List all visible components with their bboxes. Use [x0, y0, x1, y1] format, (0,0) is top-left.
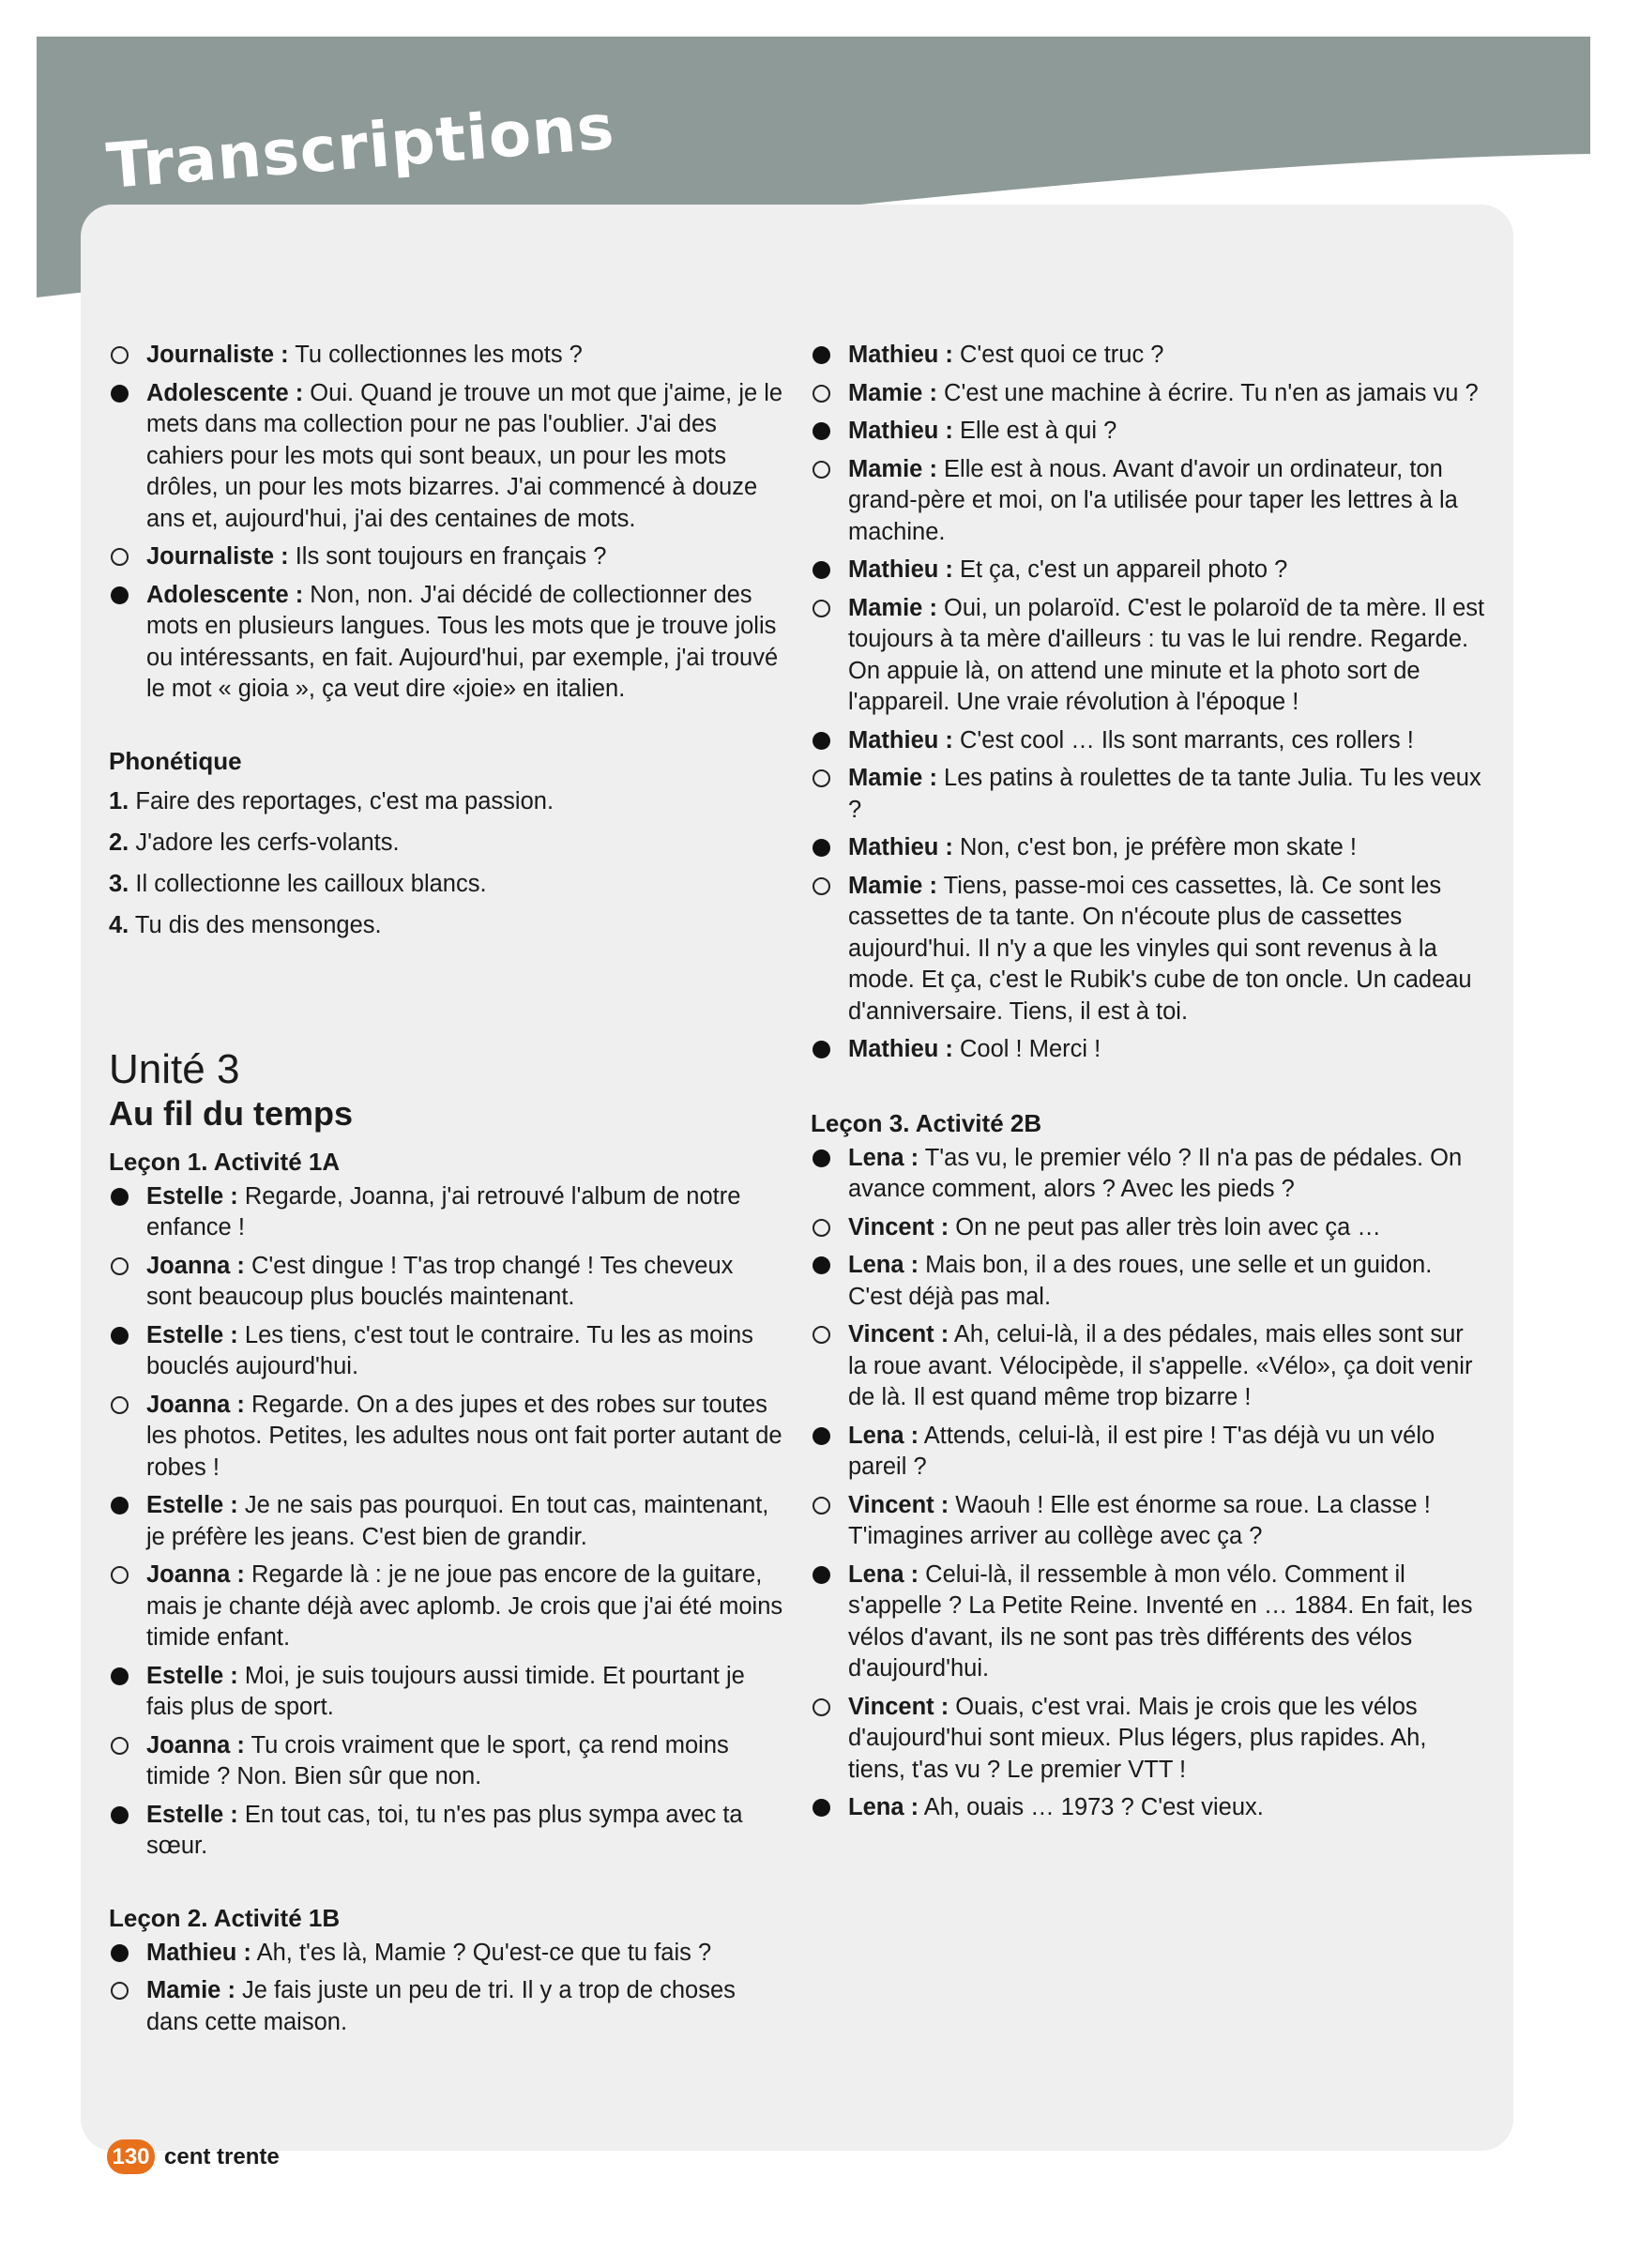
open-bullet-icon [812, 385, 830, 403]
dialogue-line: Mathieu : Elle est à qui ? [811, 416, 1486, 448]
dialogue-line: Joanna : C'est dingue ! T'as trop changé ! Tes cheveux sont beaucoup plus bouclés maintenant. [109, 1251, 784, 1314]
dialogue-line: Estelle : En tout cas, toi, tu n'es pas plus sympa avec ta sœur. [109, 1800, 784, 1863]
left-column [109, 340, 784, 2045]
dialogue-line: Joanna : Regarde. On a des jupes et des robes sur toutes les photos. Petites, les adultes nous ont fait porter autant de robes ! [109, 1390, 784, 1484]
filled-bullet-icon [812, 346, 830, 364]
filled-bullet-icon [812, 561, 830, 579]
dialogue-line: Lena : Mais bon, il a des roues, une selle et un guidon. C'est déjà pas mal. [811, 1250, 1486, 1313]
dialogue-line: Adolescente : Oui. Quand je trouve un mot que j'aime, je le mets dans ma collection pour ne pas l'oublier. J'ai des cahiers pour les mots qui sont beaux, un pour les mots drôles, un pour les mots bizarres. J'ai commencé à douze ans et, aujourd'hui, j'ai des centaines de mots. [109, 378, 784, 536]
unit-subtitle: Au fil du temps [109, 1093, 353, 1133]
phonetique-section [109, 745, 784, 941]
open-bullet-icon [111, 548, 129, 566]
dialogue-line: Lena : Celui-là, il ressemble à mon vélo. Comment il s'appelle ? La Petite Reine. Inventé en … 1884. En fait, les vélos d'avant, ils ne sont pas très différents des vélos d'aujourd'hui. [811, 1560, 1486, 1685]
dialogue-line: Adolescente : Non, non. J'ai décidé de collectionner des mots en plusieurs langues. Tous les mots que je trouve jolis ou intéressants, en fait. Aujourd'hui, par exemple, j'ai trouvé le mot « gioia », ça veut dire «joie» en italien. [109, 580, 784, 706]
filled-bullet-icon [812, 422, 830, 440]
open-bullet-icon [111, 1257, 129, 1275]
dialogue-line: Vincent : Waouh ! Elle est énorme sa roue. La classe ! T'imagines arriver au collège avec ça ? [811, 1490, 1486, 1553]
dialogue-line: Lena : Attends, celui-là, il est pire ! T'as déjà vu un vélo pareil ? [811, 1421, 1486, 1484]
open-bullet-icon [812, 600, 830, 617]
phonetic-item: 1. Faire des reportages, c'est ma passion. [109, 787, 554, 814]
filled-bullet-icon [111, 586, 129, 604]
dialogue-line: Lena : T'as vu, le premier vélo ? Il n'a pas de pédales. On avance comment, alors ? Avec les pieds ? [811, 1143, 1486, 1206]
dialogue-line: Estelle : Regarde, Joanna, j'ai retrouvé l'album de notre enfance ! [109, 1181, 784, 1244]
section-heading: Leçon 2. Activité 1B [109, 1903, 341, 1932]
section-heading: Phonétique [109, 746, 242, 775]
dialogue-line: Mathieu : C'est quoi ce truc ? [811, 340, 1486, 372]
dialogue-line: Mamie : Les patins à roulettes de ta tante Julia. Tu les veux ? [811, 763, 1486, 826]
section-heading: Leçon 1. Activité 1A [109, 1147, 341, 1176]
dialogue-line: Vincent : Ah, celui-là, il a des pédales, mais elles sont sur la roue avant. Vélocipède, il s'appelle. «Vélo», ça doit venir de là. Il est quand même trop bizarre ! [811, 1319, 1486, 1414]
lesson-2-section [109, 1902, 784, 2039]
open-bullet-icon [812, 1219, 830, 1237]
dialogue-line: Mamie : Elle est à nous. Avant d'avoir un ordinateur, ton grand-père et moi, on l'a utilisée pour taper les lettres à la machine. [811, 454, 1486, 549]
page-number-text: cent trente [164, 2143, 280, 2169]
filled-bullet-icon [812, 839, 830, 857]
page-footer [107, 2139, 280, 2174]
filled-bullet-icon [812, 1256, 830, 1274]
page-title: Transcriptions [103, 90, 617, 203]
dialogue-line: Mamie : Je fais juste un peu de tri. Il y a trop de choses dans cette maison. [109, 1975, 784, 2038]
page-number-badge: 130 [107, 2139, 155, 2174]
dialogue-line: Journaliste : Ils sont toujours en français ? [109, 541, 784, 573]
filled-bullet-icon [111, 1806, 129, 1824]
right-column [811, 340, 1486, 1831]
dialogue-line: Estelle : Je ne sais pas pourquoi. En tout cas, maintenant, je préfère les jeans. C'est bien de grandir. [109, 1490, 784, 1553]
lesson-3-section [811, 1107, 1486, 1824]
dialogue-line: Mathieu : Ah, t'es là, Mamie ? Qu'est-ce que tu fais ? [109, 1938, 784, 1970]
dialogue-line: Mathieu : Cool ! Merci ! [811, 1034, 1486, 1066]
dialogue-line: Joanna : Regarde là : je ne joue pas encore de la guitare, mais je chante déjà avec aplomb. Je crois que j'ai été moins timide enfant. [109, 1560, 784, 1654]
dialogue-line: Vincent : Ouais, c'est vrai. Mais je crois que les vélos d'aujourd'hui sont mieux. Plus légers, plus rapides. Ah, tiens, t'as vu ? Le premier VTT ! [811, 1692, 1486, 1787]
dialogue-line: Mamie : Oui, un polaroïd. C'est le polaroïd de ta mère. Il est toujours à ta mère d'ailleurs : tu vas le lui rendre. Regarde. On appuie là, on attend une minute et la photo sort de l'appareil. Une vraie révolution à l'époque ! [811, 593, 1486, 719]
dialogue-line: Lena : Ah, ouais … 1973 ? C'est vieux. [811, 1792, 1486, 1824]
dialogue-line: Vincent : On ne peut pas aller très loin avec ça … [811, 1212, 1486, 1244]
filled-bullet-icon [812, 1041, 830, 1058]
unit-title: Unité 3 [109, 1045, 240, 1092]
lesson-2-continued [811, 340, 1486, 1066]
filled-bullet-icon [812, 732, 830, 750]
dialogue-line: Estelle : Moi, je suis toujours aussi timide. Et pourtant je fais plus de sport. [109, 1661, 784, 1724]
filled-bullet-icon [111, 1188, 129, 1206]
dialogue-line: Mamie : Tiens, passe-moi ces cassettes, là. Ce sont les cassettes de ta tante. On n'écoute plus de cassettes aujourd'hui. Il n'y a que les vinyles qui sont revenus à la mode. Et ça, c'est le Rubik's cube de ton oncle. Un cadeau d'anniversaire. Tiens, il est à toi. [811, 871, 1486, 1028]
open-bullet-icon [111, 1566, 129, 1584]
filled-bullet-icon [812, 1799, 830, 1817]
phonetic-item: 3. Il collectionne les cailloux blancs. [109, 870, 487, 897]
interview-block [109, 340, 784, 706]
filled-bullet-icon [111, 1667, 129, 1685]
filled-bullet-icon [812, 1427, 830, 1445]
dialogue-line: Joanna : Tu crois vraiment que le sport, ça rend moins timide ? Non. Bien sûr que non. [109, 1730, 784, 1793]
open-bullet-icon [812, 769, 830, 787]
open-bullet-icon [111, 1737, 129, 1755]
filled-bullet-icon [812, 1149, 830, 1167]
filled-bullet-icon [111, 1327, 129, 1345]
open-bullet-icon [812, 877, 830, 895]
phonetic-item: 4. Tu dis des mensonges. [109, 911, 382, 938]
open-bullet-icon [111, 1982, 129, 2000]
filled-bullet-icon [812, 1566, 830, 1584]
dialogue-line: Mathieu : Non, c'est bon, je préfère mon skate ! [811, 832, 1486, 864]
dialogue-line: Estelle : Les tiens, c'est tout le contraire. Tu les as moins bouclés aujourd'hui. [109, 1320, 784, 1383]
dialogue-line: Mamie : C'est une machine à écrire. Tu n'en as jamais vu ? [811, 378, 1486, 410]
phonetic-item: 2. J'adore les cerfs-volants. [109, 829, 400, 856]
filled-bullet-icon [111, 1497, 129, 1515]
unit-header [109, 1046, 784, 1134]
open-bullet-icon [111, 346, 129, 364]
filled-bullet-icon [111, 1944, 129, 1962]
open-bullet-icon [812, 461, 830, 479]
filled-bullet-icon [111, 385, 129, 403]
dialogue-line: Journaliste : Tu collectionnes les mots ? [109, 340, 784, 372]
open-bullet-icon [812, 1326, 830, 1344]
lesson-1-section [109, 1146, 784, 1863]
open-bullet-icon [812, 1497, 830, 1515]
open-bullet-icon [812, 1698, 830, 1716]
open-bullet-icon [111, 1396, 129, 1414]
dialogue-line: Mathieu : C'est cool … Ils sont marrants, ces rollers ! [811, 725, 1486, 757]
section-heading: Leçon 3. Activité 2B [811, 1108, 1042, 1137]
dialogue-line: Mathieu : Et ça, c'est un appareil photo ? [811, 555, 1486, 586]
